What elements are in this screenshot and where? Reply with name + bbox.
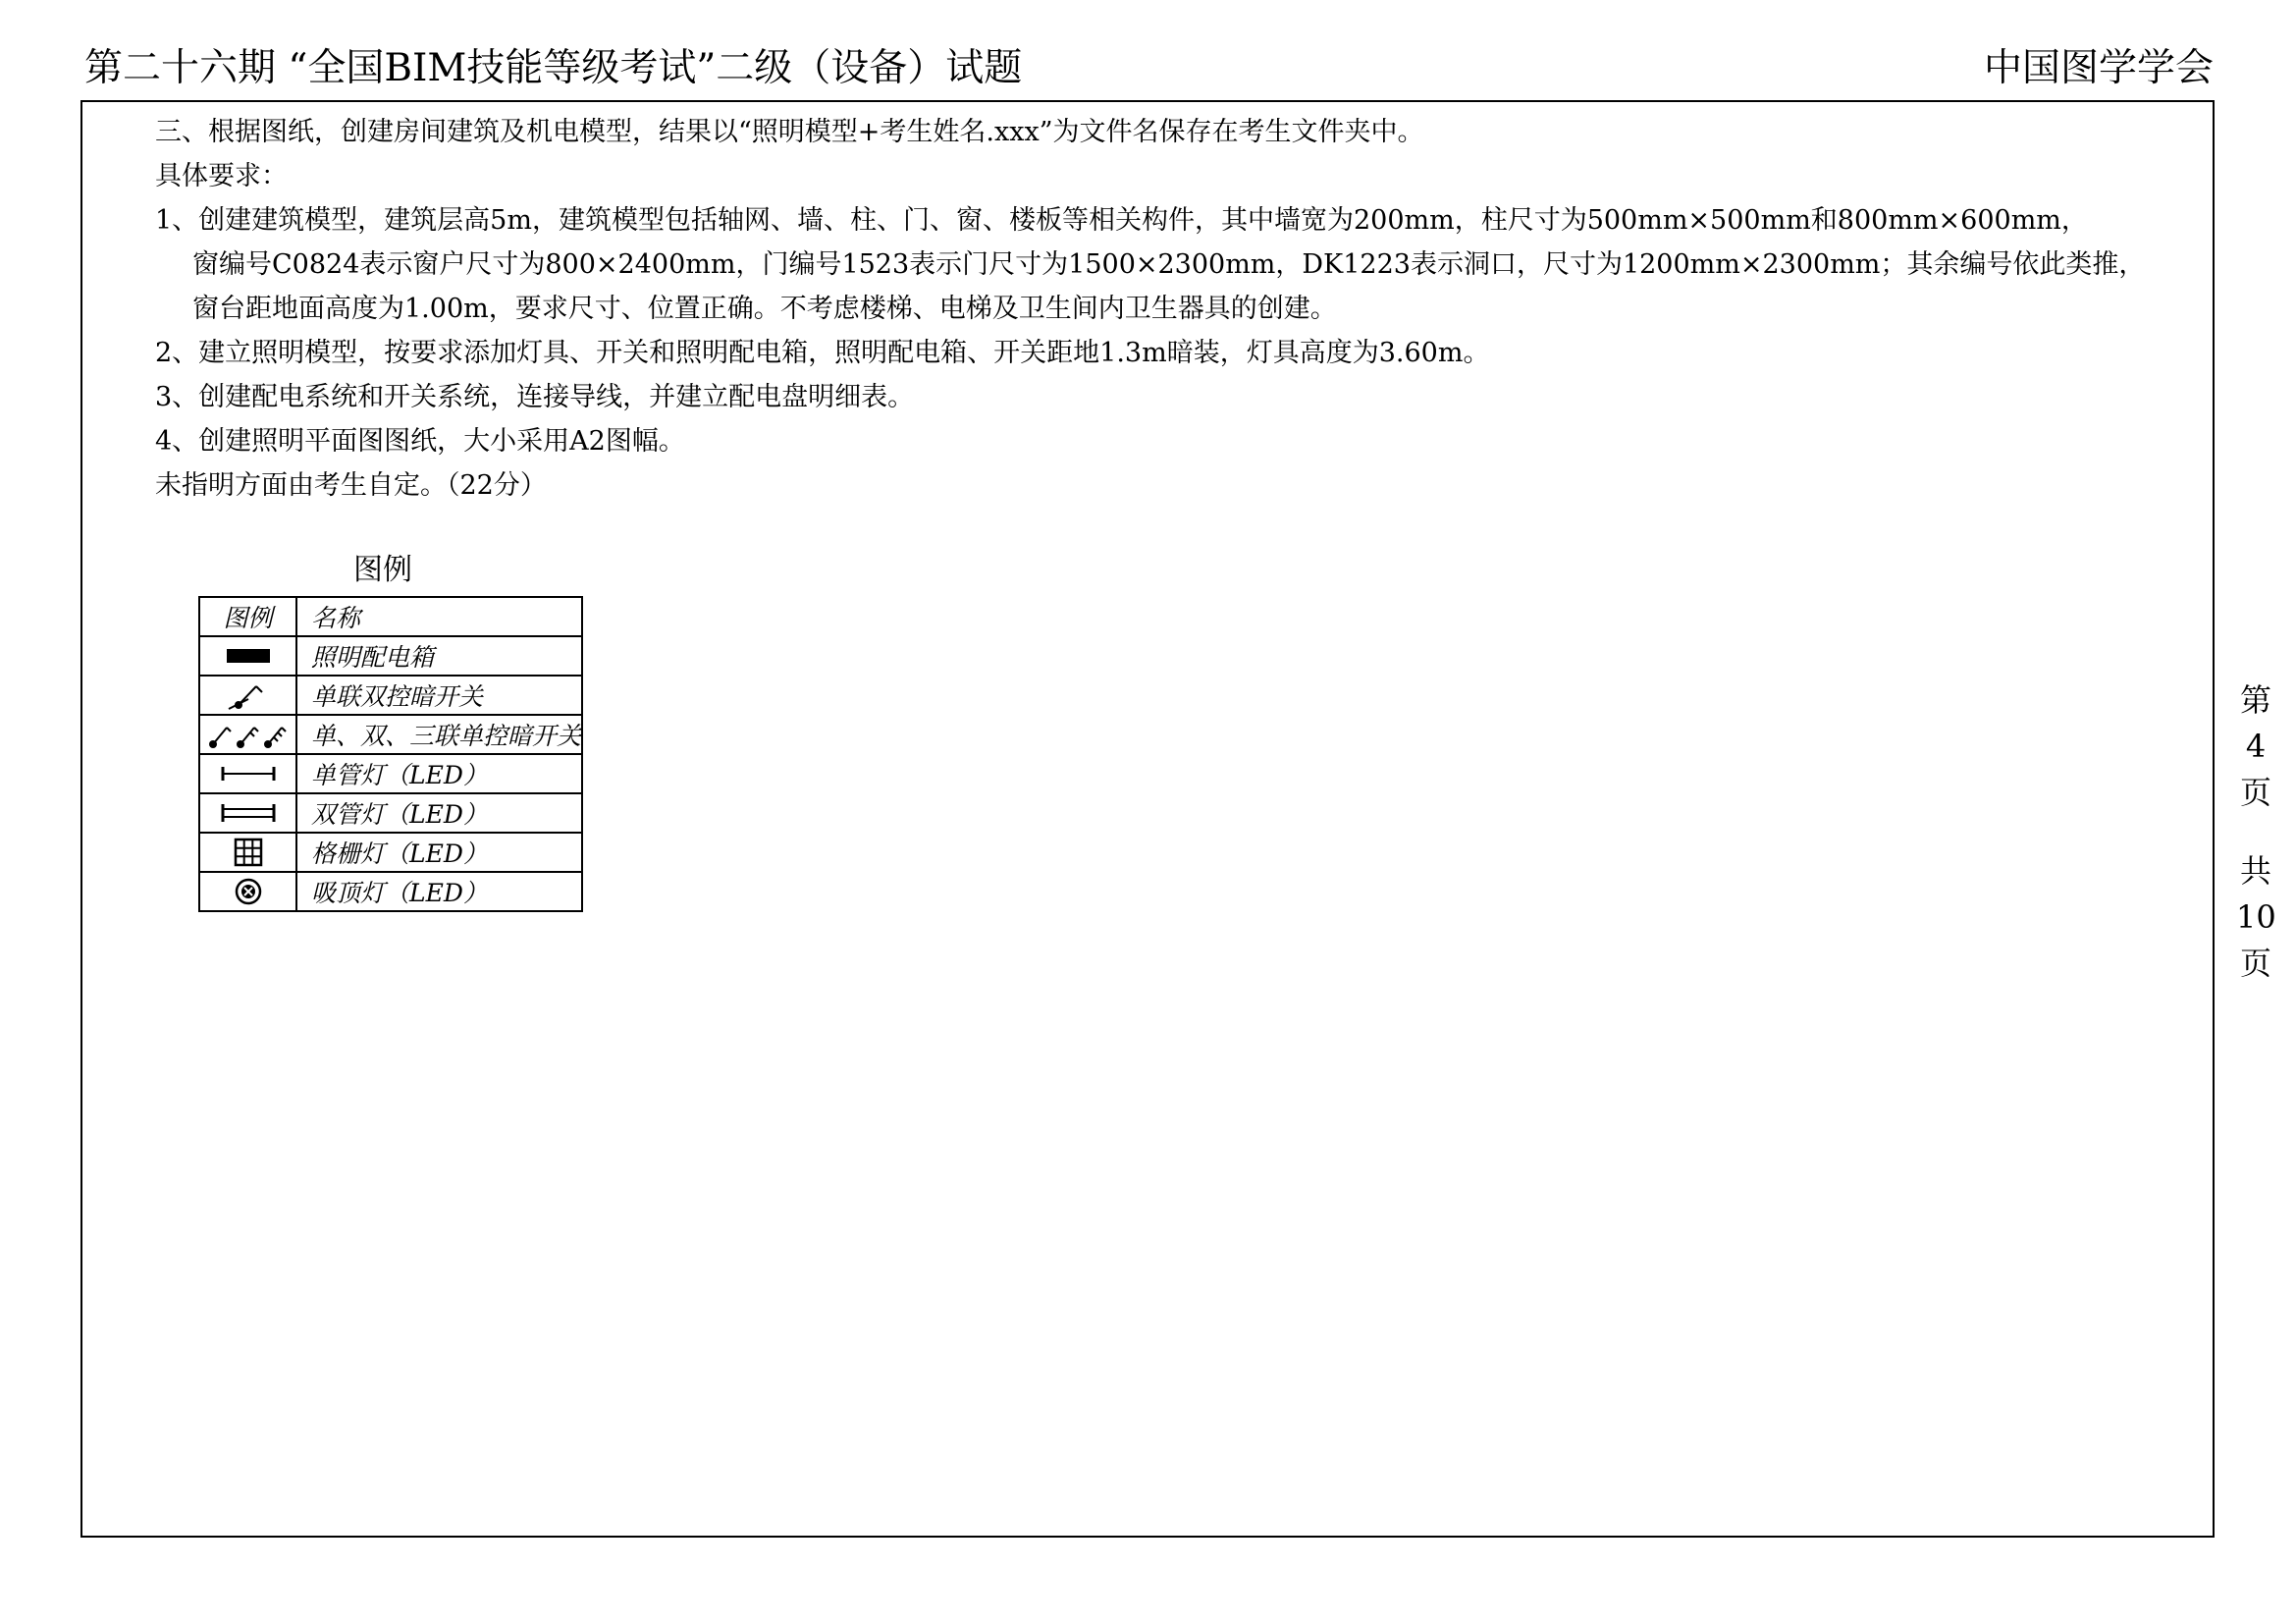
page-current: 4 xyxy=(2245,728,2267,765)
requirement-1: 1、创建建筑模型，建筑层高5m，建筑模型包括轴网、墙、柱、门、窗、楼板等相关构件，其中墙宽为200mm，柱尺寸为500mm×500mm和800mm×600mm， xyxy=(155,205,2088,236)
legend-table xyxy=(198,596,583,912)
question-text xyxy=(155,110,2145,508)
legend-row-name: 格栅灯（LED） xyxy=(296,833,582,872)
legend-header-name: 名称 xyxy=(296,597,582,636)
page-char: 第 xyxy=(2239,681,2271,719)
page-number xyxy=(2236,677,2275,987)
distribution-box-icon xyxy=(225,646,272,666)
legend-row xyxy=(199,872,582,911)
dual-control-switch-icon xyxy=(225,678,272,712)
legend-header-row xyxy=(199,597,582,636)
legend-row xyxy=(199,754,582,793)
requirement-note: 未指明方面由考生自定。（22分） xyxy=(155,470,547,501)
requirements-label: 具体要求： xyxy=(155,161,288,191)
legend-row-name: 单联双控暗开关 xyxy=(296,676,582,715)
legend-row-name: 单管灯（LED） xyxy=(296,754,582,793)
legend-header-symbol: 图例 xyxy=(199,597,296,636)
organization-name: 中国图学学会 xyxy=(1983,46,2214,90)
page-char: 共 xyxy=(2239,852,2271,890)
page-total: 10 xyxy=(2236,898,2276,936)
requirement-1-cont-b: 窗台距地面高度为1.00m，要求尺寸、位置正确。不考虑楼梯、电梯及卫生间内卫生器具的创建。 xyxy=(192,294,1337,324)
legend-row-name: 单、双、三联单控暗开关 xyxy=(296,715,582,754)
requirement-4: 4、创建照明平面图图纸，大小采用A2图幅。 xyxy=(155,426,685,457)
requirement-3: 3、创建配电系统和开关系统，连接导线，并建立配电盘明细表。 xyxy=(155,382,915,412)
legend-title: 图例 xyxy=(353,553,412,587)
legend-row-name: 照明配电箱 xyxy=(296,636,582,676)
legend-row xyxy=(199,676,582,715)
exam-title: 第二十六期 “全国BIM技能等级考试”二级（设备）试题 xyxy=(84,46,1023,90)
legend-row xyxy=(199,636,582,676)
single-tube-lamp-icon xyxy=(221,764,276,784)
question-heading: 三、根据图纸，创建房间建筑及机电模型，结果以“照明模型+考生姓名.xxx”为文件名保存在考生文件夹中。 xyxy=(155,117,1424,147)
page-char: 页 xyxy=(2239,945,2271,982)
multi-gang-switch-icon xyxy=(205,718,292,751)
legend-row xyxy=(199,833,582,872)
grille-lamp-icon xyxy=(234,838,263,867)
requirement-1-cont-a: 窗编号C0824表示窗户尺寸为800×2400mm，门编号1523表示门尺寸为1500×2300mm，DK1223表示洞口，尺寸为1200mm×2300mm；其余编号依此类推， xyxy=(192,249,2146,280)
legend-row xyxy=(199,793,582,833)
legend-row xyxy=(199,715,582,754)
legend-row-name: 双管灯（LED） xyxy=(296,793,582,833)
legend-row-name: 吸顶灯（LED） xyxy=(296,872,582,911)
page-char: 页 xyxy=(2239,774,2271,811)
requirement-2: 2、建立照明模型，按要求添加灯具、开关和照明配电箱，照明配电箱、开关距地1.3m暗装，灯具高度为3.60m。 xyxy=(155,338,1490,368)
ceiling-lamp-icon xyxy=(234,877,263,906)
double-tube-lamp-icon xyxy=(221,802,276,824)
